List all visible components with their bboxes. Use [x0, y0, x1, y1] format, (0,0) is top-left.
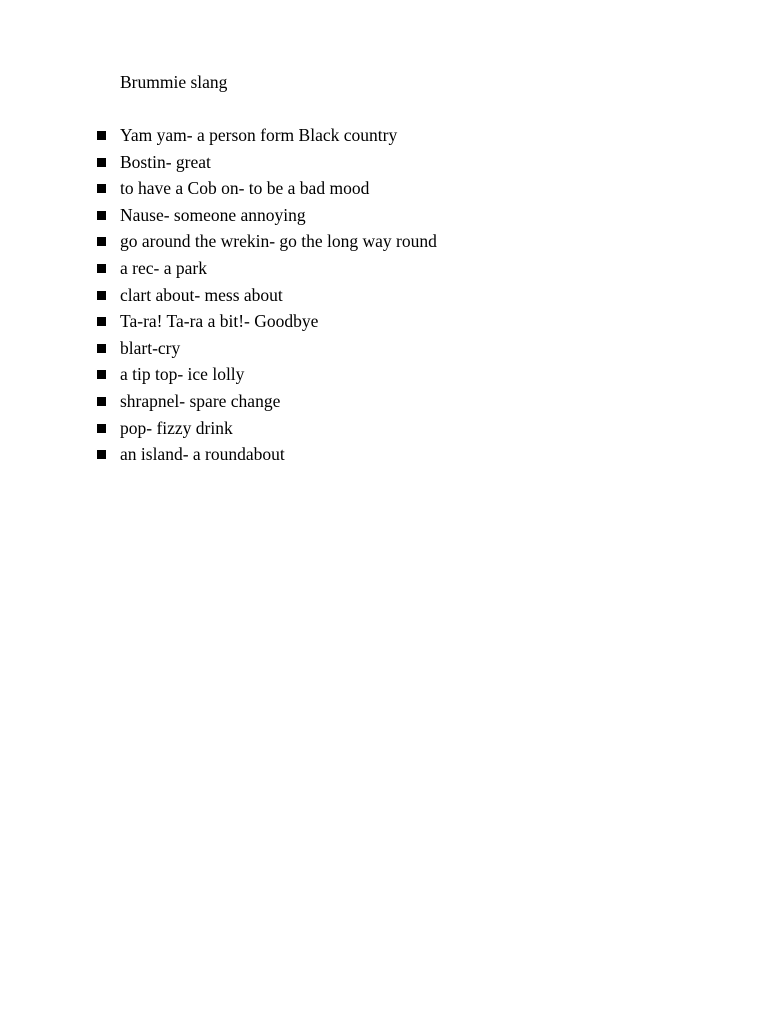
list-item-text: Yam yam- a person form Black country: [120, 125, 398, 145]
square-bullet-icon: [97, 184, 106, 193]
list-item-text: pop- fizzy drink: [120, 417, 233, 438]
list-item-text: an island- a roundabout: [120, 444, 285, 465]
square-bullet-icon: [97, 211, 106, 220]
list-item-text: a tip top- ice lolly: [120, 364, 245, 385]
square-bullet-icon: [97, 424, 106, 433]
square-bullet-icon: [97, 291, 106, 300]
square-bullet-icon: [97, 317, 106, 326]
square-bullet-icon: [97, 131, 106, 140]
list-item-text: Ta-ra! Ta-ra a bit!- Goodbye: [120, 311, 319, 332]
list-item-text: clart about- mess about: [120, 284, 283, 305]
list-item-text: Nause- someone annoying: [120, 204, 306, 225]
square-bullet-icon: [97, 264, 106, 273]
list-item-text: to have a Cob on- to be a bad mood: [120, 178, 370, 199]
list-item-text: blart-cry: [120, 337, 181, 358]
document-title: Brummie slang: [120, 72, 228, 92]
square-bullet-icon: [97, 397, 106, 406]
square-bullet-icon: [97, 158, 106, 167]
list-item-text: go around the wrekin- go the long way round: [120, 231, 437, 252]
list-item-text: Bostin- great: [120, 151, 211, 172]
list-item-text: shrapnel- spare change: [120, 390, 281, 411]
square-bullet-icon: [97, 450, 106, 459]
list-item-text: a rec- a park: [120, 257, 207, 278]
square-bullet-icon: [97, 237, 106, 246]
square-bullet-icon: [97, 344, 106, 353]
square-bullet-icon: [97, 370, 106, 379]
